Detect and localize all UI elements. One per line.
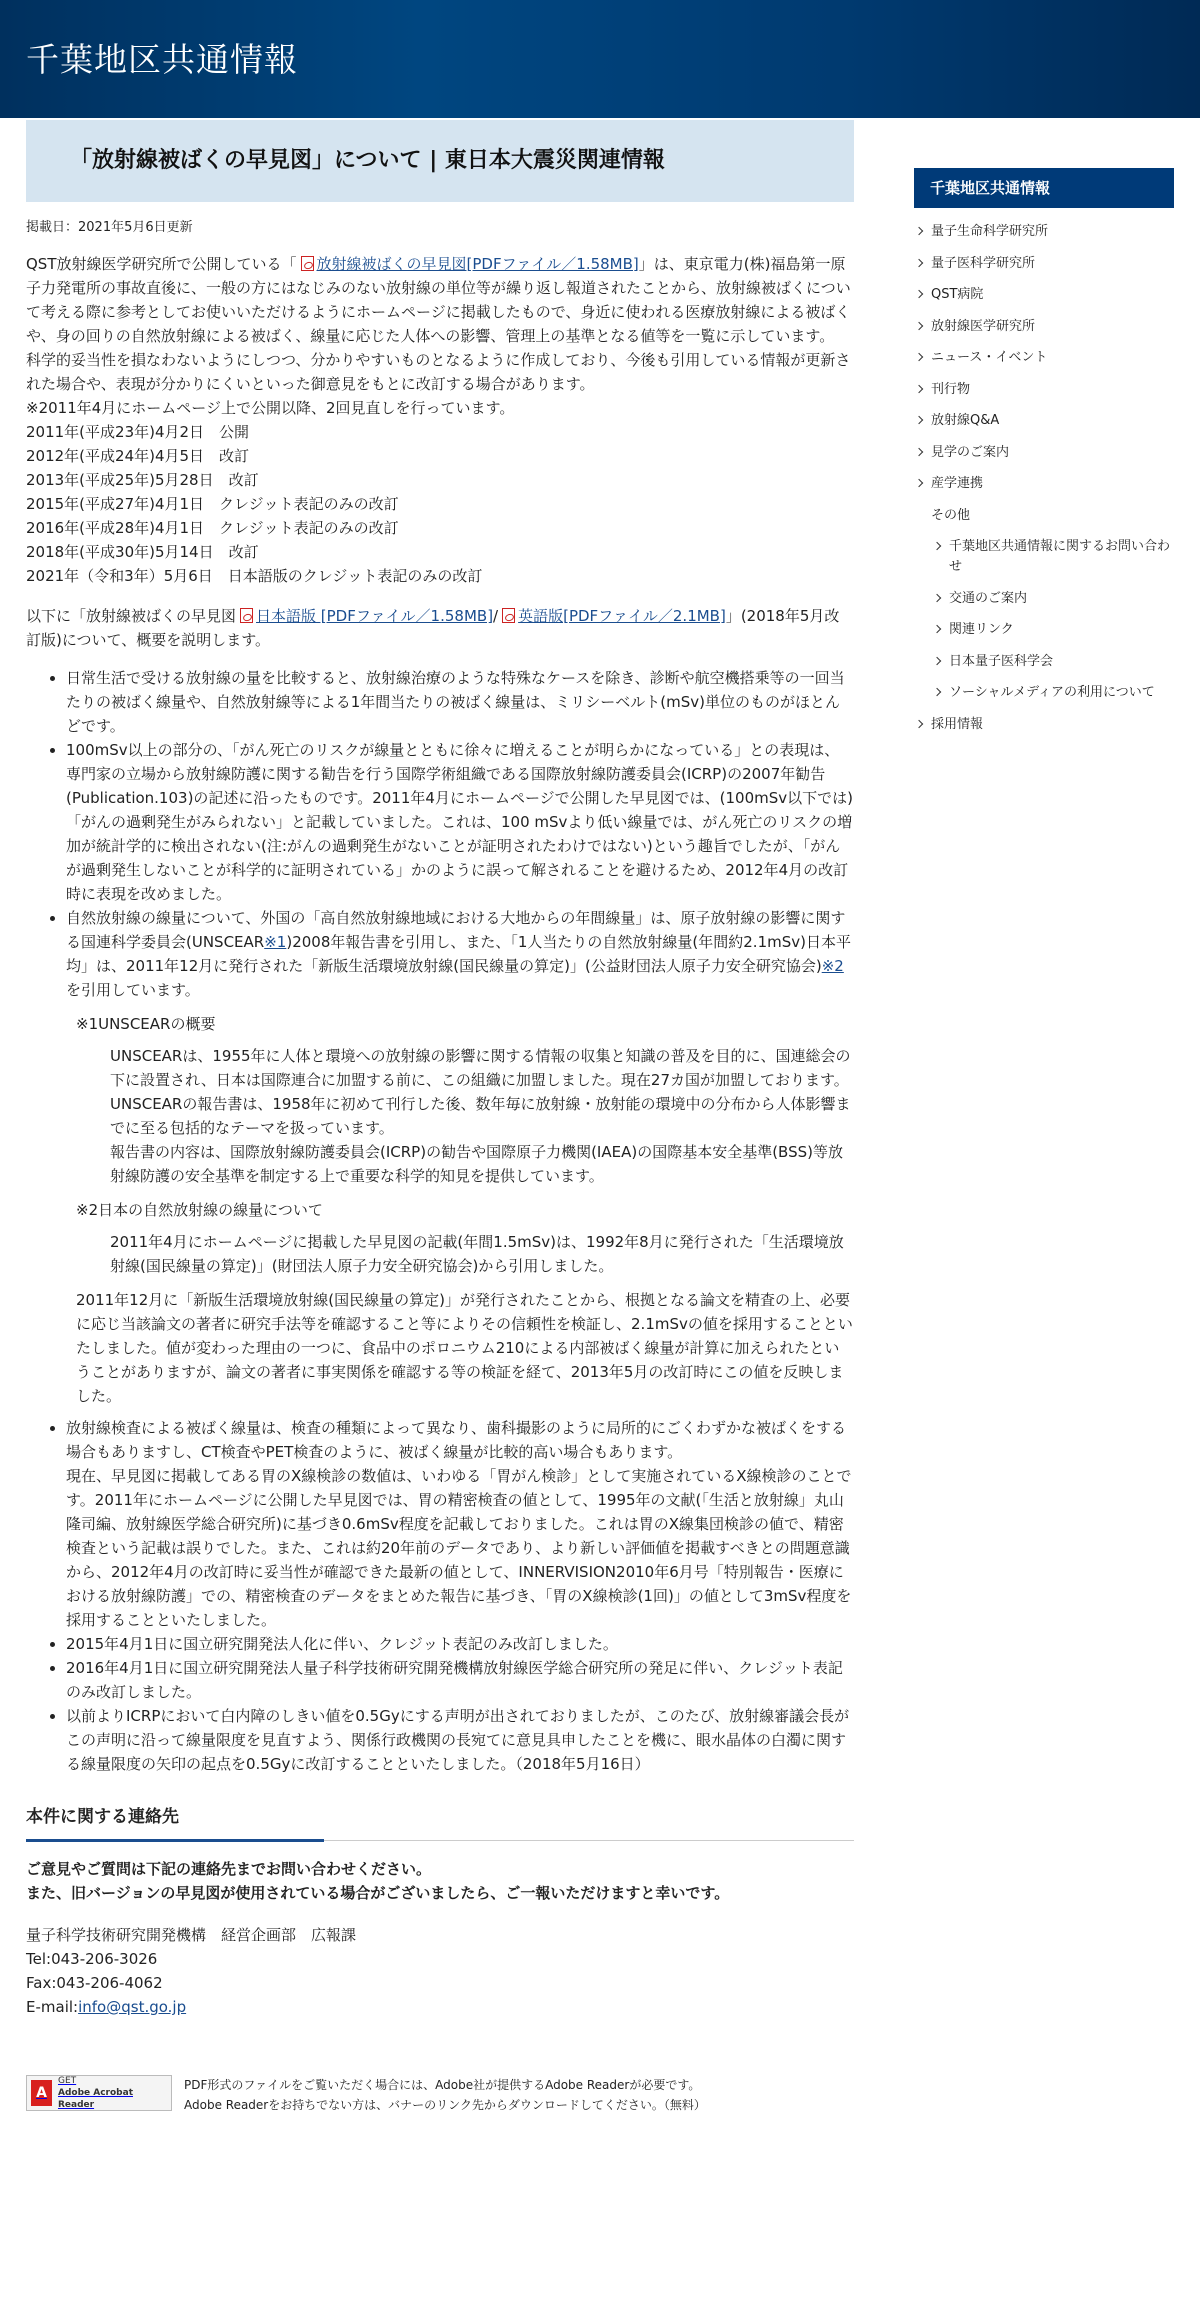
- japanese-pdf-link[interactable]: 日本語版 [PDFファイル／1.58MB]: [256, 607, 494, 625]
- adobe-note-line: PDF形式のファイルをご覧いただく場合には、Adobe社が提供するAdobe Readerが必要です。: [184, 2078, 701, 2092]
- sidebar-subitem[interactable]: [914, 620, 1174, 640]
- intro-paragraph-2: 科学的妥当性を損なわないようにしつつ、分かりやすいものとなるように作成しており、今後も引用している情報が更新された場合や、表現が分かりにくいといった御意見をもとに改訂する場合があります。: [26, 351, 851, 393]
- contact-org: 量子科学技術研究開発機構 経営企画部 広報課: [26, 1926, 357, 1944]
- contact-fax: Fax:043-206-4062: [26, 1974, 163, 1992]
- sidebar: [914, 168, 1174, 746]
- sidebar-item[interactable]: [914, 411, 1174, 431]
- contact-email: [26, 1995, 854, 2019]
- sidebar-subitem-link[interactable]: 交通のご案内: [949, 590, 1028, 606]
- adobe-note-line: Adobe Readerをお持ちでない方は、バナーのリンク先からダウンロードしてください。（無料）: [184, 2098, 706, 2112]
- sidebar-item-link[interactable]: QST病院: [931, 287, 984, 302]
- sidebar-menu: [914, 222, 1174, 735]
- contact-lead: [26, 1857, 854, 1905]
- contact-tel: Tel:043-206-3026: [26, 1950, 158, 1968]
- sidebar-item-link[interactable]: 採用情報: [931, 716, 984, 732]
- list-text: 現在、早見図に掲載してある胃のX線検診の数値は、いわゆる「胃がん検診」として実施されているX線検診のことです。2011年にホームページに公開した早見図では、胃の精密検査の値として、1995年の文献(「生活と放射線」丸山隆司編、放射線医学総合研究所)に基づき0.6mSv程度を記載しておりました。これは胃のX線集団検診の値で、精密検査という記載は誤りでした。また、これは約20年前のデータであり、より新しい評価値を掲載すべきとの問題意識から、2012年4月の改訂時に妥当性が確認できた最新の値として、INNERVISION2010年6月号「特別報告・医療における放射線防護」での、精密検査のデータをまとめた報告に基づき、「胃のX線検診(1回)」の値として3mSv程度を採用することといたしました。: [66, 1467, 852, 1629]
- note-block: [76, 1012, 854, 1278]
- page-title-box: [26, 120, 854, 202]
- sidebar-item-link[interactable]: 放射線Q&A: [931, 413, 1000, 428]
- main-content: [26, 120, 854, 2115]
- contact-info: [26, 1923, 854, 2019]
- summary-intro: [26, 604, 854, 652]
- note1-body: [110, 1044, 854, 1188]
- note1-line: 報告書の内容は、国際放射線防護委員会(ICRP)の勧告や国際原子力機関(IAEA)の国際基本安全基準(BSS)等放射線防護の安全基準を制定する上で重要な科学的知見を提供しています。: [110, 1143, 843, 1185]
- contact-lead-line: ご意見やご質問は下記の連絡先までお問い合わせください。: [26, 1860, 432, 1878]
- list-text: )2008年報告書を引用し、また、「1人当たりの自然放射線量(年間約2.1mSv)日本平均」は、2011年12月に発行された「新版生活環境放射線(国民線量の算定)」(公益財団法人原子力安全研究協会): [66, 933, 851, 975]
- history-item: 2016年(平成28年)4月1日 クレジット表記のみの改訂: [26, 519, 399, 537]
- note2-body: [110, 1230, 854, 1278]
- pdf-icon: [240, 608, 253, 623]
- note1-heading: ※1UNSCEARの概要: [76, 1015, 216, 1033]
- site-header: [0, 0, 1200, 118]
- adobe-reader-section: [26, 2075, 854, 2115]
- sidebar-subitem[interactable]: [914, 683, 1174, 703]
- sidebar-item-link[interactable]: 見学のご案内: [931, 444, 1010, 460]
- sidebar-subitem-link[interactable]: ソーシャルメディアの利用について: [949, 685, 1155, 700]
- summary-text: 」(2018年5月改訂版)について、概要を説明します。: [26, 607, 840, 649]
- sidebar-item[interactable]: [914, 222, 1174, 242]
- list-item: [66, 1416, 854, 1632]
- sidebar-item[interactable]: [914, 254, 1174, 274]
- sidebar-item[interactable]: [914, 715, 1174, 735]
- note2-link[interactable]: ※2: [821, 957, 844, 975]
- note1-line: UNSCEARの報告書は、1958年に初めて刊行した後、数年毎に放射線・放射能の環境中の分布から人体影響までに至る包括的なテーマを扱っています。: [110, 1095, 851, 1137]
- pdf-icon: [301, 256, 314, 271]
- note-followup: 2011年12月に「新版生活環境放射線(国民線量の算定)」が発行されたことから、根拠となる論文を精査の上、必要に応じ当該論文の著者に研究手法等を確認すること等によりその信頼性を検証し、2.1mSvの値を採用することといたしました。値が変わった理由の一つに、食品中のポロニウム210による内部被ばく線量が計算に加えられたということがありますが、論文の著者に事実関係を確認する等の検証を経て、2013年5月の改訂時にこの値を反映しました。: [76, 1291, 853, 1405]
- email-label: E-mail:: [26, 1998, 79, 2016]
- history-item: 2021年（令和3年）5月6日 日本語版のクレジット表記のみの改訂: [26, 567, 483, 585]
- adobe-logo-icon: A: [31, 2080, 52, 2106]
- separator: /: [493, 607, 499, 625]
- adobe-banner-text: [58, 2075, 167, 2111]
- sidebar-item[interactable]: [914, 285, 1174, 305]
- pdf-icon: [502, 608, 515, 623]
- list-item: [66, 906, 854, 1408]
- note2-line: 2011年4月にホームページに掲載した早見図の記載(年間1.5mSv)は、1992年8月に発行された「生活環境放射線(国民線量の算定)」(財団法人原子力安全研究協会)から引用しました。: [110, 1233, 844, 1275]
- list-item: • 以前よりICRPにおいて白内障のしきい値を0.5Gyにする声明が出されておりましたが、このたび、放射線審議会長がこの声明に沿って線量限度を見直すよう、関係行政機関の長宛てに意見具申したことを機に、眼水晶体の白濁に関する線量限度の矢印の起点を0.5Gyに改訂することといたしました。（2018年5月16日）: [66, 1704, 854, 1776]
- list-item: • 日常生活で受ける放射線の量を比較すると、放射線治療のような特殊なケースを除き、診断や航空機搭乗等の一回当たりの被ばく線量や、自然放射線等による1年間当たりの被ばく線量は、ミリシーベルト(mSv)単位のものがほとんどです。: [66, 666, 854, 738]
- list-item: • 2015年4月1日に国立研究開発法人化に伴い、クレジット表記のみ改訂しました。: [66, 1632, 854, 1656]
- intro-section: [26, 252, 854, 588]
- intro-paragraph: [26, 252, 854, 348]
- contact-lead-line: また、旧バージョンの早見図が使用されている場合がございましたら、ご一報いただけますと幸いです。: [26, 1884, 730, 1902]
- sidebar-subitem-link[interactable]: 日本量子医科学会: [949, 653, 1054, 669]
- sidebar-item[interactable]: [914, 317, 1174, 337]
- sidebar-item-link[interactable]: 放射線医学研究所: [931, 318, 1036, 334]
- intro-text: QST放射線医学研究所で公開している「: [26, 255, 297, 273]
- list-text: を引用しています。: [66, 981, 200, 999]
- sidebar-item[interactable]: [914, 348, 1174, 368]
- sidebar-group-label: その他: [931, 507, 971, 523]
- site-title[interactable]: 千葉地区共通情報: [26, 40, 298, 79]
- summary-list: [26, 666, 854, 1776]
- sidebar-item-link[interactable]: 産学連携: [931, 476, 984, 491]
- note1-link[interactable]: ※1: [264, 933, 287, 951]
- page-title: 「放射線被ばくの早見図」について | 東日本大震災関連情報: [70, 148, 665, 173]
- sidebar-item-link[interactable]: 刊行物: [931, 381, 971, 397]
- sidebar-heading[interactable]: 千葉地区共通情報: [914, 168, 1174, 208]
- sidebar-subitem[interactable]: [914, 537, 1174, 577]
- list-text: 自然放射線の線量について、外国の「高自然放射線地域における大地からの年間線量」は、原子放射線の影響に関する国連科学委員会(UNSCEAR: [66, 909, 846, 951]
- sidebar-subitem-link[interactable]: 関連リンク: [949, 622, 1014, 637]
- sidebar-item-link[interactable]: 量子生命科学研究所: [931, 224, 1049, 239]
- adobe-banner-small: GET: [57, 2076, 77, 2086]
- intro-paragraph-3: ※2011年4月にホームページ上で公開以降、2回見直しを行っています。: [26, 399, 515, 417]
- sidebar-item-link[interactable]: ニュース・イベント: [931, 350, 1048, 365]
- list-item: • 100mSv以上の部分の、「がん死亡のリスクが線量とともに徐々に増えることが明らかになっている」との表現は、専門家の立場から放射線防護に関する勧告を行う国際学術組織である国際放射線防護委員会(ICRP)の2007年勧告(Publication.103)の記述に沿ったものです。2011年4月にホームページで公開した早見図では、(100mSv以下では)「がんの過剰発生がみられない」と記載していました。これは、100 mSvより低い線量では、がん死亡のリスクの増加が統計学的に検出されない(注:がんの過剰発生がないことが証明されたわけではない)という趣旨でしたが、「がんが過剰発生しないことが科学的に証明されている」かのように誤って解されることを避けるため、2012年4月の改訂時に表現を改めました。: [66, 738, 854, 906]
- sidebar-item[interactable]: [914, 380, 1174, 400]
- history-item: 2018年(平成30年)5月14日 改訂: [26, 543, 259, 561]
- summary-text: 以下に「放射線被ばくの早見図: [26, 607, 237, 625]
- adobe-note: [184, 2075, 706, 2115]
- history-item: 2012年(平成24年)4月5日 改訂: [26, 447, 250, 465]
- adobe-banner-label: Adobe Acrobat Reader: [57, 2088, 133, 2110]
- sidebar-item[interactable]: [914, 474, 1174, 494]
- sidebar-item-link[interactable]: 量子医科学研究所: [931, 255, 1036, 271]
- note1-line: UNSCEARは、1955年に人体と環境への放射線の影響に関する情報の収集と知識の普及を目的に、国連総会の下に設置され、日本は国際連合に加盟する前に、この組織に加盟しました。現在27カ国が加盟しております。: [110, 1047, 851, 1089]
- list-text: • 放射線検査による被ばく線量は、検査の種類によって異なり、歯科撮影のように局所的にごくわずかな被ばくをする場合もありますし、CT検査やPET検査のように、被ばく線量が比較的高い場合もあります。: [66, 1419, 847, 1461]
- list-item: • 2016年4月1日に国立研究開発法人量子科学技術研究開発機構放射線医学総合研究所の発足に伴い、クレジット表記のみ改訂しました。: [66, 1656, 854, 1704]
- chart-pdf-link[interactable]: 放射線被ばくの早見図[PDFファイル／1.58MB]: [316, 255, 639, 273]
- history-item: 2011年(平成23年)4月2日 公開: [26, 423, 250, 441]
- email-link[interactable]: info@qst.go.jp: [78, 1998, 187, 2016]
- history-item: 2015年(平成27年)4月1日 クレジット表記のみの改訂: [26, 495, 399, 513]
- contact-heading: 本件に関する連絡先: [26, 1804, 854, 1841]
- sidebar-subitem[interactable]: [914, 652, 1174, 672]
- sidebar-subitem-link[interactable]: 千葉地区共通情報に関するお問い合わせ: [949, 539, 1171, 574]
- sidebar-item[interactable]: [914, 443, 1174, 463]
- posted-date: 掲載日：2021年5月6日更新: [26, 220, 193, 235]
- intro-text: 」は、東京電力(株)福島第一原子力発電所の事故直後に、一般の方にはなじみのない放射線の単位等が繰り返し報道されたことから、放射線被ばくについて考える際に参考としてお使いいただけるようにホームページに掲載したもので、身近に使われる医療放射線による被ばくや、身の回りの自然放射線による被ばく、線量に応じた人体への影響、管理上の基準となる値等を一覧に示しています。: [26, 255, 851, 345]
- sidebar-subitem[interactable]: [914, 589, 1174, 609]
- contact-section: [26, 1804, 854, 2019]
- note2-heading: ※2日本の自然放射線の線量について: [76, 1201, 323, 1219]
- english-pdf-link[interactable]: 英語版[PDFファイル／2.1MB]: [518, 607, 726, 625]
- history-item: 2013年(平成25年)5月28日 改訂: [26, 471, 259, 489]
- adobe-reader-banner[interactable]: [26, 2075, 172, 2111]
